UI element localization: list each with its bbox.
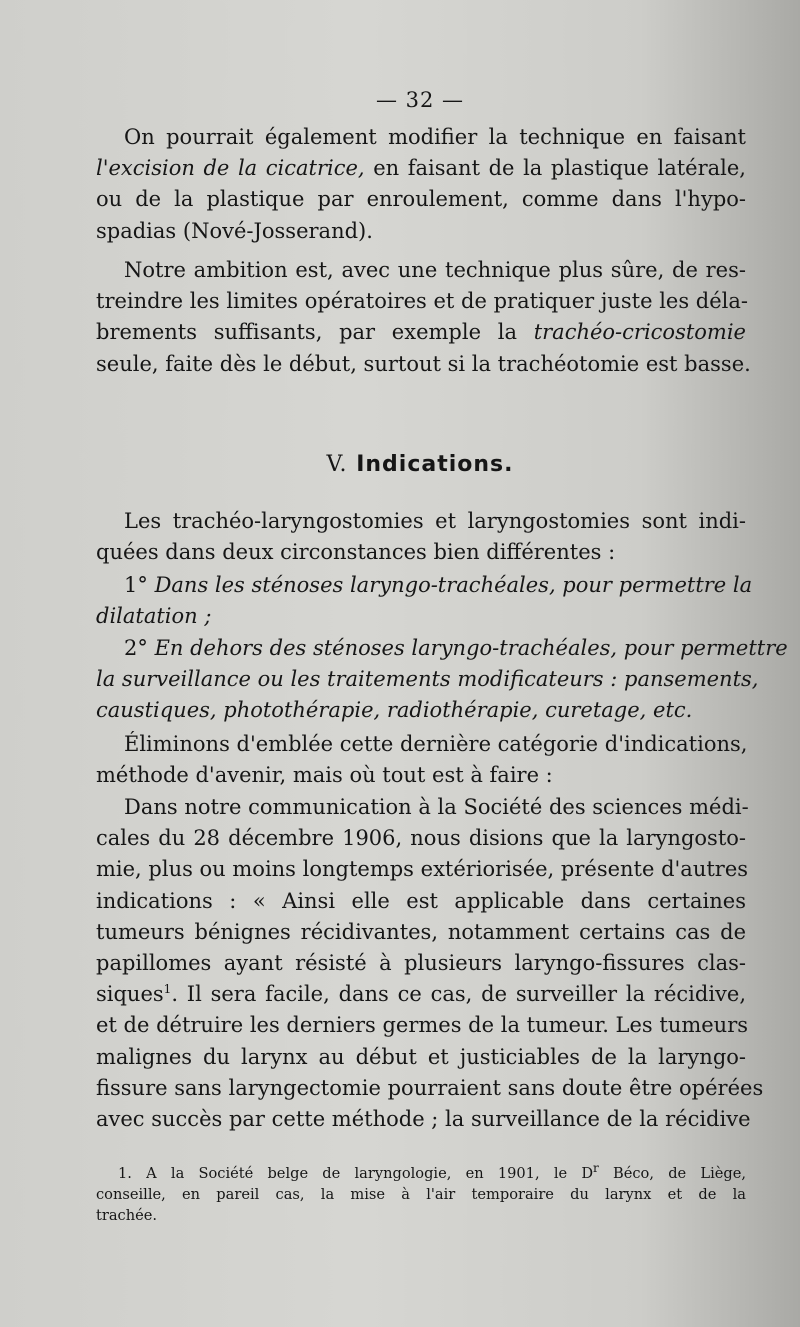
text-line: Dans notre communication à la Société des sciences médi- [124, 795, 749, 819]
text-line: méthode d'avenir, mais où tout est à faire : [96, 763, 553, 788]
text-line: avec succès par cette méthode ; la surveillance de la récidive [96, 1106, 751, 1131]
section-title: Indications. [356, 452, 514, 477]
section-heading [0, 452, 800, 477]
list-marker: 2° [124, 636, 148, 660]
text-line: treindre les limites opératoires et de pratiquer juste les déla- [96, 289, 749, 314]
italic-phrase: dilatation ; [96, 604, 212, 629]
text-line: Éliminons d'emblée cette dernière catégorie d'indications, [124, 732, 748, 756]
text-line: Les trachéo-laryngostomies et laryngostomies sont indi- [124, 509, 746, 533]
text-line: seule, faite dès le début, surtout si la trachéotomie est basse. [96, 351, 751, 376]
text-line: ou de la plastique par enroulement, comme dans l'hypo- [96, 187, 746, 212]
text-line: Notre ambition est, avec une technique plus sûre, de res- [124, 258, 746, 282]
text-line: malignes du larynx au début et justiciables de la laryngo- [96, 1044, 746, 1069]
text-run: siques [96, 982, 164, 1007]
text-line [96, 570, 753, 601]
text-run: 1. A la Société belge de laryngologie, en 1901, le D [118, 1165, 594, 1182]
text-line [96, 601, 746, 632]
text-line: tumeurs bénignes récidivantes, notamment certains cas de [96, 919, 746, 944]
footnote-line: conseille, en pareil cas, la mise à l'air temporaire du larynx et de la [96, 1186, 746, 1203]
text-line: cales du 28 décembre 1906, nous disions que la laryngosto- [96, 826, 746, 851]
text-line [96, 979, 746, 1010]
text-run: en faisant de la plastique latérale, [373, 156, 746, 181]
list-marker: 1° [124, 573, 148, 597]
section-number: V. [326, 452, 348, 477]
footnote-reference: 1 [163, 982, 172, 997]
text-line [96, 695, 746, 726]
italic-phrase: caustiques, photothérapie, radiothérapie, curetage, etc. [96, 698, 693, 723]
paragraph-communication [96, 792, 764, 1135]
superscript: r [593, 1161, 599, 1176]
footnote [96, 1163, 746, 1226]
italic-phrase: En dehors des sténoses laryngo-trachéales, pour permettre [154, 636, 788, 660]
italic-phrase: l'excision de la cicatrice, [96, 156, 365, 181]
list-item-2 [96, 633, 788, 727]
footnote-line [96, 1163, 746, 1184]
footnote-line: trachée. [96, 1207, 158, 1224]
paragraph-eliminons [96, 729, 746, 791]
paragraph-technique [96, 122, 746, 247]
italic-phrase: Dans les sténoses laryngo-trachéales, pour permettre la [154, 573, 753, 597]
list-item-1 [96, 570, 753, 632]
text-line [96, 664, 759, 695]
text-line: quées dans deux circonstances bien différentes : [96, 540, 616, 565]
text-line [96, 153, 746, 184]
text-line: spadias (Nové-Josserand). [96, 218, 373, 243]
paragraph-indications [96, 506, 746, 568]
italic-phrase: la surveillance ou les traitements modificateurs : pansements, [96, 667, 759, 692]
text-run: brements suffisants, par exemple la [96, 320, 517, 345]
page-number: — 32 — [375, 88, 465, 112]
text-run: Béco, de Liège, [598, 1165, 746, 1182]
text-run: . Il sera facile, dans ce cas, de surveiller la récidive, [171, 982, 746, 1007]
paragraph-ambition [96, 255, 751, 380]
text-line [96, 633, 788, 664]
text-line: papillomes ayant résisté à plusieurs laryngo-fissures clas- [96, 950, 746, 975]
text-line: mie, plus ou moins longtemps extériorisée, présente d'autres [96, 857, 749, 882]
text-line: On pourrait également modifier la technique en faisant [124, 125, 746, 149]
text-line: fissure sans laryngectomie pourraient sans doute être opérées [96, 1075, 764, 1100]
text-line: et de détruire les derniers germes de la tumeur. Les tumeurs [96, 1013, 749, 1038]
text-line: indications : « Ainsi elle est applicable dans certaines [96, 888, 746, 913]
text-line [96, 317, 746, 348]
italic-phrase: trachéo-cricostomie [533, 320, 746, 345]
